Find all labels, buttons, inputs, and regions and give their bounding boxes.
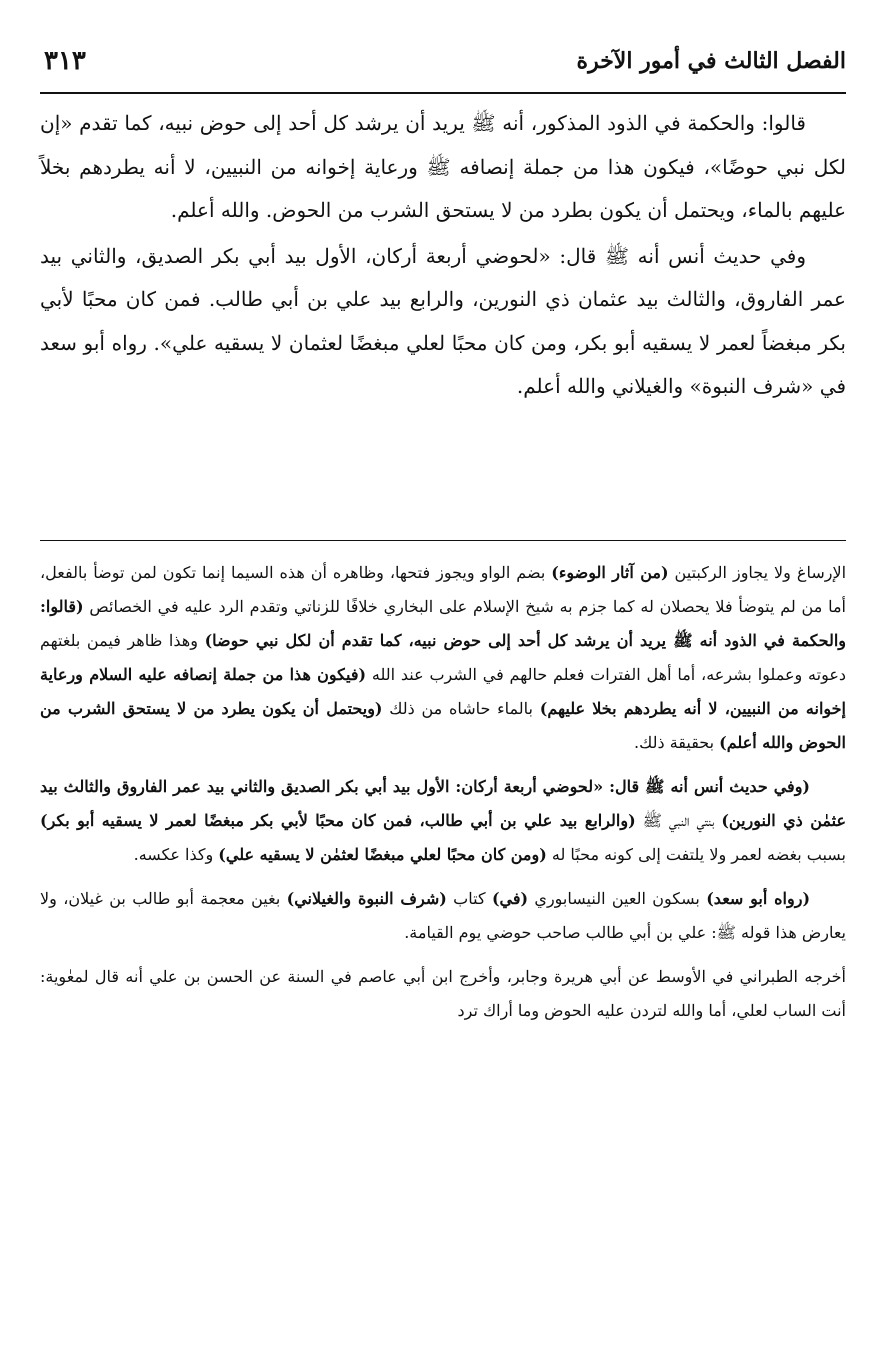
page-number: ٣١٣ [44, 46, 86, 76]
commentary-text: بسكون العين النيسابوري [528, 889, 707, 908]
quoted-text: (قالوا: والحكمة في الذود أنه ﷺ يريد أن يرشد كل أحد إلى حوض نبيه، كما تقدم أن لكل نبي حوضا) [40, 597, 846, 650]
commentary-text: بنتي النبي ﷺ [635, 811, 722, 830]
quoted-text: (من آثار الوضوء) [551, 563, 669, 582]
book-page [40, 40, 846, 1330]
quoted-text: (رواه أبو سعد) [706, 889, 811, 908]
commentary-text: بالماء حاشاه من ذلك [382, 699, 540, 718]
header-rule [40, 92, 846, 94]
quoted-text: (في) [491, 889, 529, 908]
quoted-text: (ويحتمل أن يكون يطرد من لا يستحق الشرب من الحوض والله أعلم) [40, 699, 846, 752]
footnote-divider [40, 540, 846, 541]
main-paragraph: وفي حديث أنس أنه ﷺ قال: «لحوضي أربعة أركان، الأول بيد أبي بكر الصديق، والثاني بيد عمر الفاروق، والثالث بيد عثمان ذي النورين، والرابع بيد علي بن أبي طالب. فمن كان محبًا لأبي بكر مبغضاً لعمر لا يسقيه أبو بكر، ومن كان محبًا لعلي مبغضًا لعثمان لا يسقيه علي». رواه أبو سعد في «شرف النبوة» والغيلاني والله أعلم. [40, 243, 846, 398]
commentary-paragraph [40, 556, 846, 760]
commentary-text: بضم الواو ويجوز فتحها، وظاهره أن هذه السيما إنما تكون لمن توضأ بالفعل، أما من لم يتوضأ فلا يحصلان له كما جزم به شيخ الإسلام على البخاري خلافًا للزناتي وتقدم الرد عليه في الخصائص [40, 563, 846, 616]
commentary-text: وكذا عكسه. [133, 845, 219, 864]
commentary-paragraph [40, 882, 846, 950]
commentary-paragraph [40, 770, 846, 872]
commentary-text: وهذا ظاهر فيمن بلغتهم دعوته وعملوا بشرعه، أما أهل الفترات فعلم حالهم في الشرب عند الله [40, 631, 847, 684]
running-title: الفصل الثالث في أمور الآخرة [576, 48, 846, 74]
commentary-text: بغين معجمة أبو طالب بن غيلان، ولا يعارض هذا قوله ﷺ: علي بن أبي طالب صاحب حوضي يوم القيامة. [40, 889, 846, 942]
commentary-paragraph: أخرجه الطبراني في الأوسط عن أبي هريرة وجابر، وأخرج ابن أبي عاصم في السنة عن الحسن بن علي أنه قال لمعٰوية: أنت الساب لعلي، أما والله لتردن عليه الحوض وما أراك ترد [40, 967, 847, 1020]
commentary-text: كتاب [446, 889, 492, 908]
quoted-text: (وفي حديث أنس أنه ﷺ قال: «لحوضي أربعة أركان: الأول بيد أبي بكر الصديق والثاني بيد عمر الفاروق والثالث بيد عثمٰن ذي النورين) [40, 777, 847, 830]
page-header [40, 40, 846, 90]
quoted-text: (شرف النبوة والغيلاني) [286, 889, 447, 908]
commentary-section [40, 556, 846, 1038]
main-text [40, 102, 846, 411]
quoted-text: (ومن كان محبًا لعلي مبغضًا لعثمٰن لا يسقيه علي) [218, 845, 547, 864]
commentary-text: الإرساغ ولا يجاوز الركبتين [668, 563, 847, 582]
commentary-text: بحقيقة ذلك. [634, 733, 720, 752]
quoted-text: (فيكون هذا من جملة إنصافه عليه السلام ورعاية إخوانه من النبيين، لا أنه يطردهم بخلا عليهم) [40, 665, 847, 718]
main-paragraph: قالوا: والحكمة في الذود المذكور، أنه ﷺ يريد أن يرشد كل أحد إلى حوض نبيه، كما تقدم «إن لكل نبي حوضًا»، فيكون هذا من جملة إنصافه ﷺ ورعاية إخوانه من النبيين، لا أنه يطردهم بخلاً عليهم بالماء، ويحتمل أن يكون بطرد من لا يستحق الشرب من الحوض. والله أعلم. [40, 111, 846, 222]
commentary-text: بسبب بغضه لعمر ولا يلتفت إلى كونه محبًا له [546, 845, 846, 864]
quoted-text: (والرابع بيد علي بن أبي طالب، فمن كان محبًا لأبي بكر مبغضًا لعمر لا يسقيه أبو بكر) [40, 811, 636, 830]
